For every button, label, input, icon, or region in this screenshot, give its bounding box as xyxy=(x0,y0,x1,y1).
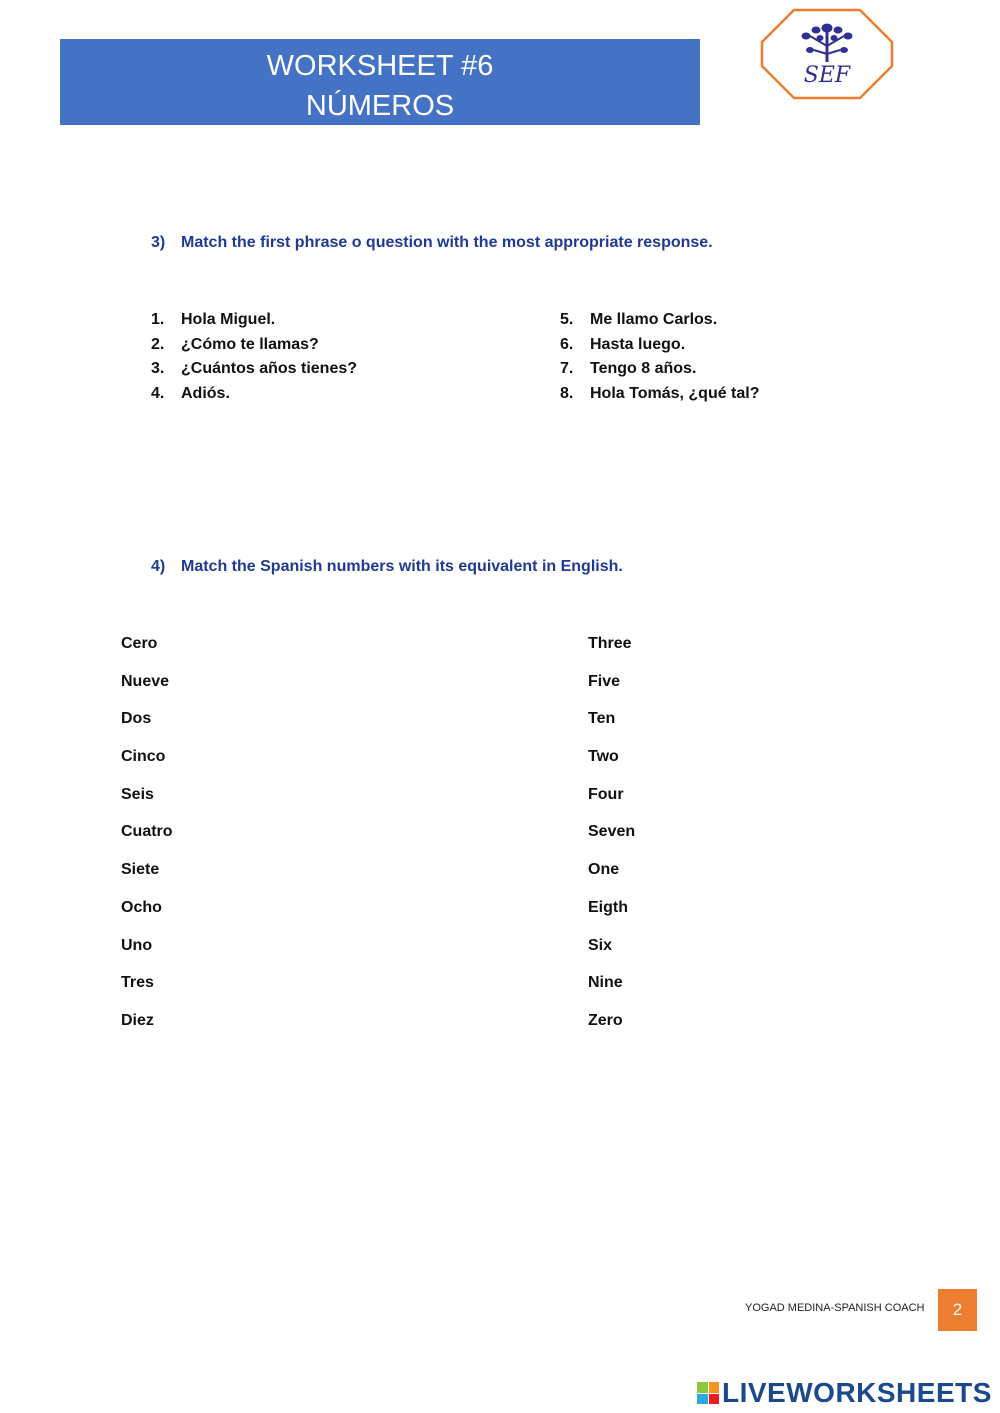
liveworksheets-brand xyxy=(697,1378,992,1408)
tree-icon xyxy=(802,24,852,62)
english-number[interactable]: Two xyxy=(588,748,619,766)
english-number[interactable]: One xyxy=(588,861,620,879)
spanish-number[interactable]: Dos xyxy=(121,710,152,728)
section-3-number: 3) xyxy=(151,234,166,251)
spanish-number[interactable]: Uno xyxy=(121,936,153,954)
section-4-number: 4) xyxy=(151,558,166,575)
spanish-number[interactable]: Diez xyxy=(121,1011,154,1029)
footer-author: YOGAD MEDINA-SPANISH COACH xyxy=(745,1302,925,1314)
list-item: 2. ¿Cómo te llamas? xyxy=(151,335,319,353)
list-item: 5. Me llamo Carlos. xyxy=(560,311,718,328)
english-number[interactable]: Zero xyxy=(588,1011,623,1029)
logo-text: SEF xyxy=(803,63,851,88)
page-number: 2 xyxy=(938,1289,977,1331)
english-number[interactable]: Three xyxy=(588,635,632,652)
spanish-number[interactable]: Cuatro xyxy=(121,823,173,841)
sef-logo xyxy=(758,6,896,102)
spanish-numbers-column xyxy=(121,631,173,1046)
spanish-number[interactable]: Seis xyxy=(121,785,154,803)
worksheet-title: WORKSHEET #6 xyxy=(266,50,494,82)
spanish-number[interactable]: Cinco xyxy=(121,748,166,766)
english-number[interactable]: Four xyxy=(588,785,624,803)
english-number[interactable]: Nine xyxy=(588,974,623,992)
worksheet-subtitle: NÚMEROS xyxy=(305,90,455,122)
list-item: 7. Tengo 8 años. xyxy=(560,360,697,377)
phrase-list-left xyxy=(151,308,357,406)
spanish-number[interactable]: Tres xyxy=(121,974,154,992)
list-item: 3. ¿Cuántos años tienes? xyxy=(151,360,358,377)
spanish-number[interactable]: Cero xyxy=(121,635,158,652)
english-number[interactable]: Ten xyxy=(588,710,616,728)
list-item: 8. Hola Tomás, ¿qué tal? xyxy=(560,384,760,402)
english-number[interactable]: Eigth xyxy=(588,898,628,916)
spanish-number[interactable]: Ocho xyxy=(121,898,162,916)
list-item: 6. Hasta luego. xyxy=(560,335,686,353)
section-4-instruction: Match the Spanish numbers with its equivalent in English. xyxy=(181,558,623,575)
phrase-list-right xyxy=(560,308,760,406)
english-number[interactable]: Five xyxy=(588,672,621,690)
list-item: 4. Adiós. xyxy=(151,384,230,402)
section-3-title xyxy=(151,234,713,252)
spanish-number[interactable]: Siete xyxy=(121,861,160,879)
liveworksheets-logo-icon xyxy=(697,1382,719,1404)
brand-text: LIVEWORKSHEETS xyxy=(722,1377,992,1408)
english-number[interactable]: Seven xyxy=(588,823,636,841)
worksheet-title-banner xyxy=(60,39,700,125)
section-4-title xyxy=(151,558,623,576)
section-3-instruction: Match the first phrase o question with the most appropriate response. xyxy=(181,234,713,251)
english-numbers-column xyxy=(588,631,635,1046)
english-number[interactable]: Six xyxy=(588,936,613,954)
spanish-number[interactable]: Nueve xyxy=(121,672,170,690)
list-item: 1. Hola Miguel. xyxy=(151,311,276,328)
